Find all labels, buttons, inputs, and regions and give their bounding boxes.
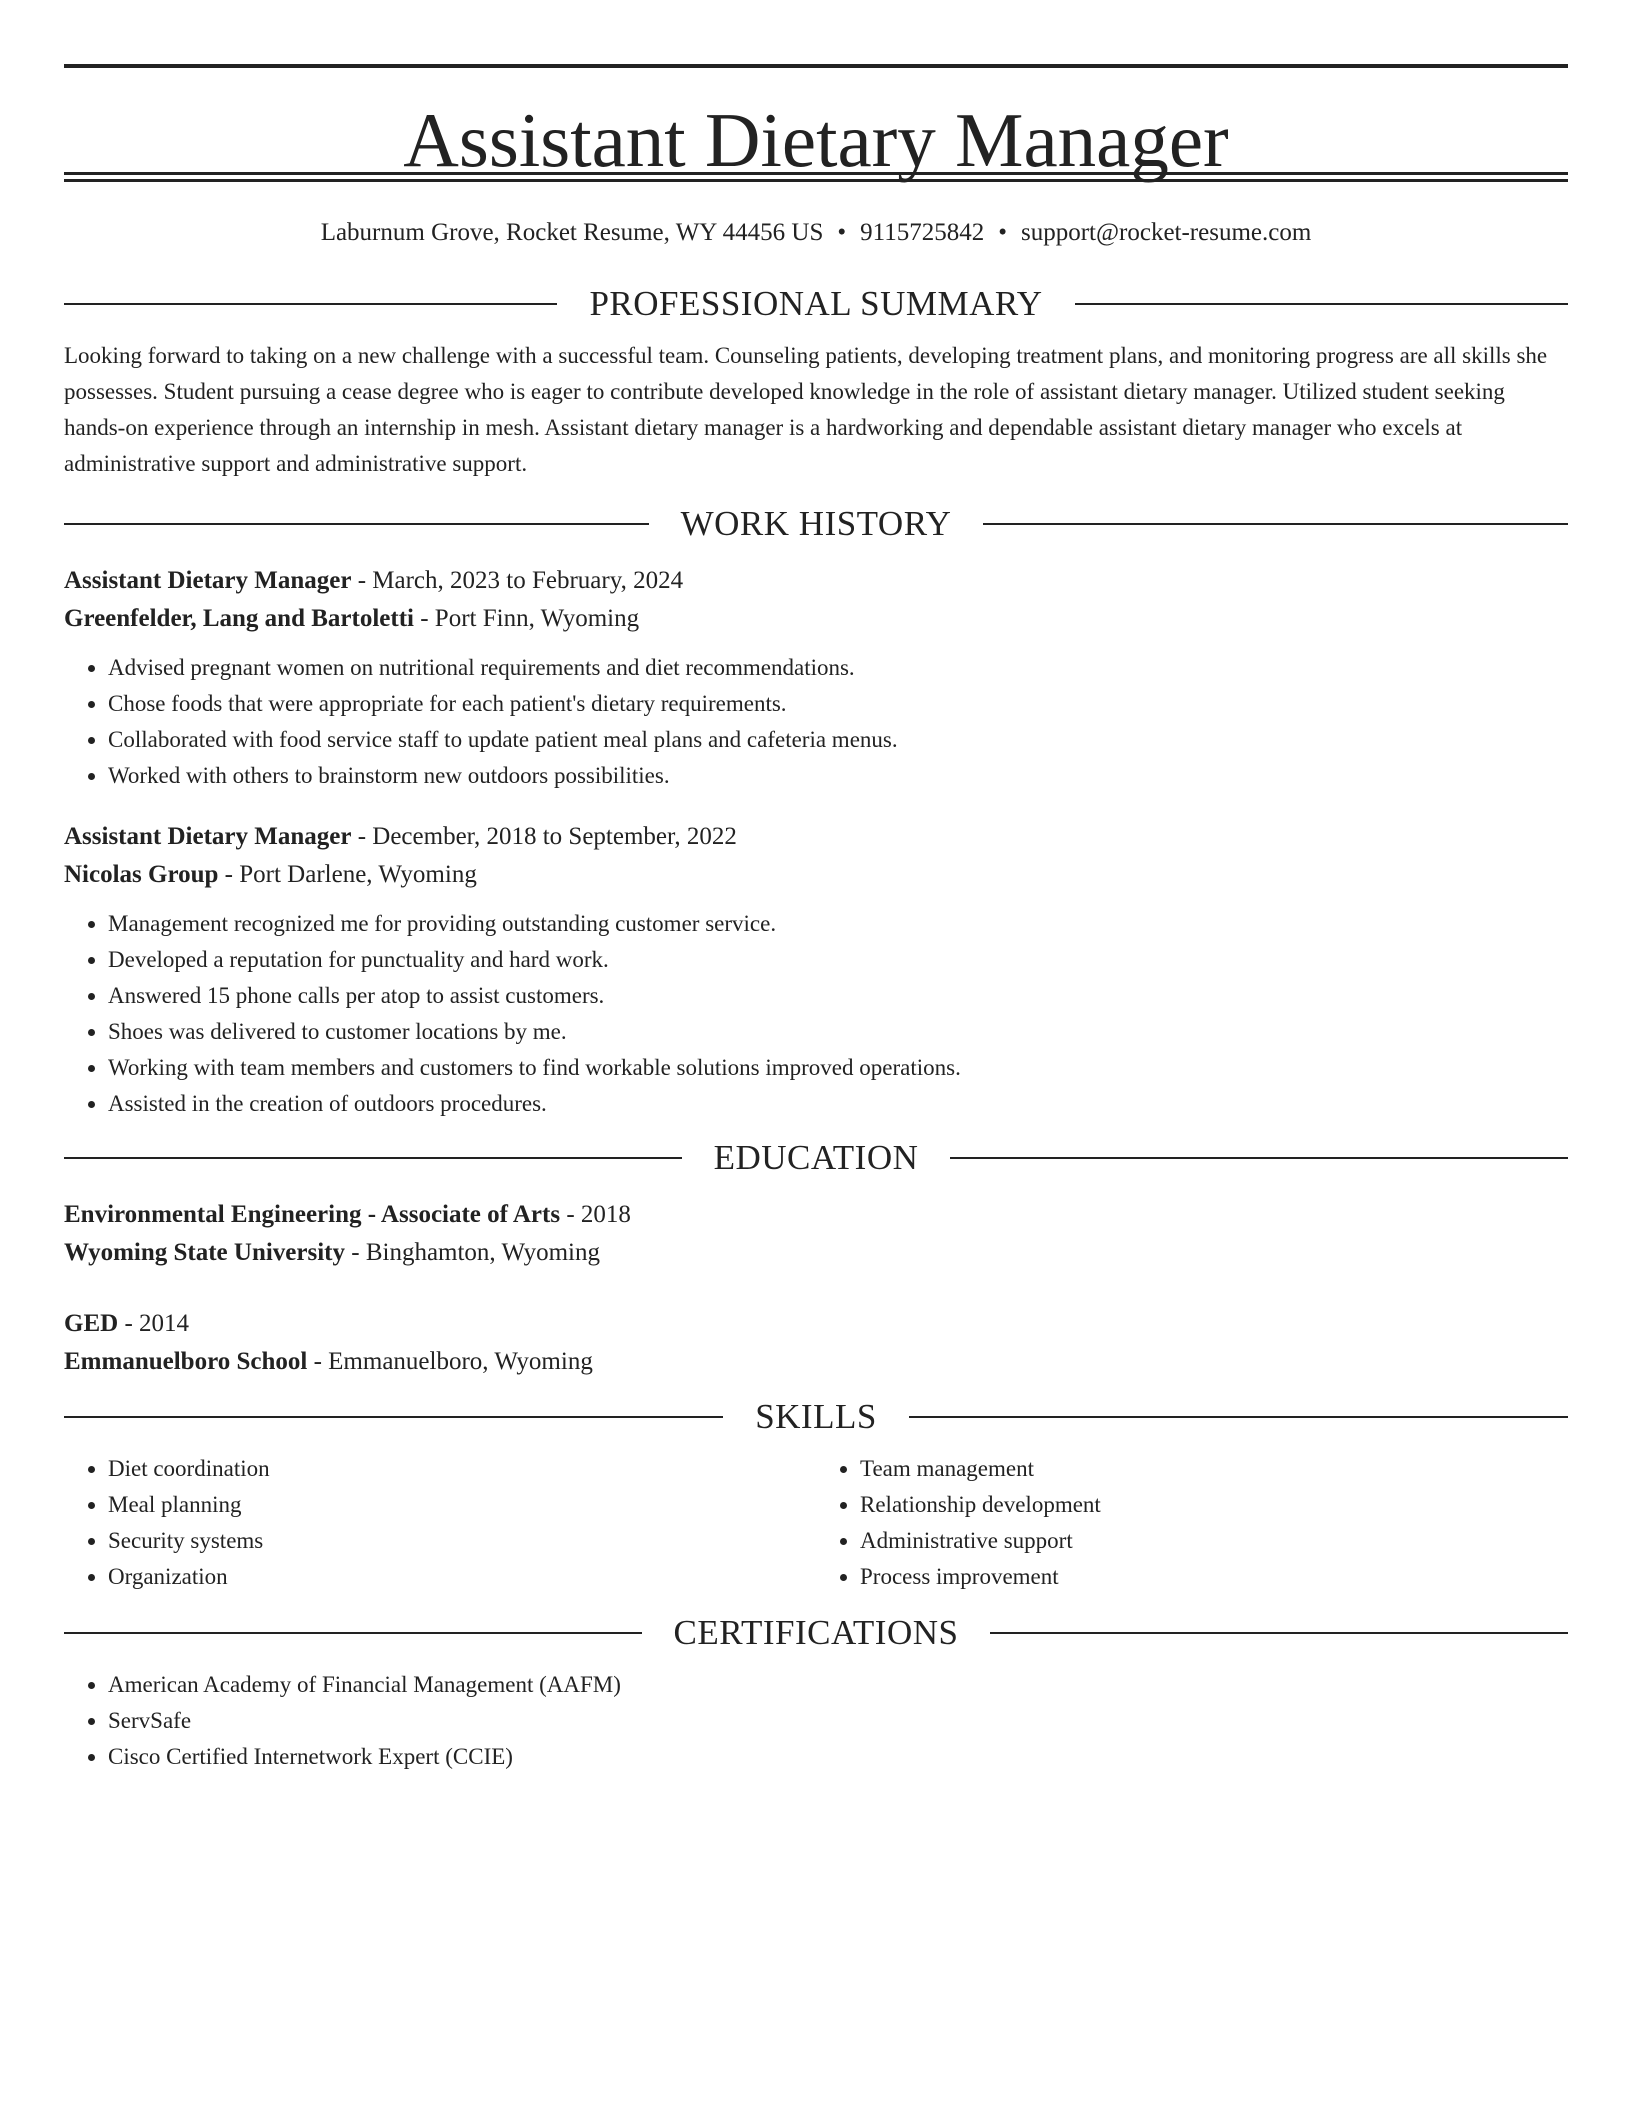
resume-title: Assistant Dietary Manager (403, 97, 1229, 183)
job-entry (64, 562, 1568, 794)
job-dates: - March, 2023 to February, 2024 (351, 567, 684, 594)
contact-phone: 9115725842 (860, 219, 985, 246)
job-title: Assistant Dietary Manager (64, 823, 352, 850)
job-title: Assistant Dietary Manager (64, 567, 352, 594)
contact-address: Laburnum Grove, Rocket Resume, WY 44456 US (320, 219, 824, 246)
list-item: • Advised pregnant women on nutritional requirements and diet recommendations. (108, 650, 1568, 686)
list-item: • Collaborated with food service staff to update patient meal plans and cafeteria menus. (108, 722, 1568, 758)
list-item: • ServSafe (108, 1703, 1568, 1739)
job-dates: - December, 2018 to September, 2022 (351, 823, 737, 850)
skills-column-left (64, 1451, 816, 1595)
summary-heading: PROFESSIONAL SUMMARY (589, 284, 1043, 323)
list-item: • American Academy of Financial Management (AAFM) (108, 1667, 1568, 1703)
list-item: • Organization (108, 1559, 816, 1595)
divider-line (909, 1416, 1568, 1418)
list-item: • Worked with others to brainstorm new outdoors possibilities. (108, 758, 1568, 794)
contact-separator: • (998, 219, 1007, 246)
list-item: • Shoes was delivered to customer locations by me. (108, 1014, 1568, 1050)
contact-line (64, 216, 1568, 250)
list-item: • Developed a reputation for punctuality and hard work. (108, 942, 1568, 978)
job-entry (64, 818, 1568, 1122)
skills-column-right (816, 1451, 1568, 1595)
job-company: Greenfelder, Lang and Bartoletti (64, 605, 414, 632)
divider-line (64, 1416, 723, 1418)
certifications-section-header (64, 1611, 1568, 1655)
job-company: Nicolas Group (64, 861, 219, 888)
divider-line (64, 303, 557, 305)
skills-heading: SKILLS (755, 1397, 877, 1436)
divider-line (950, 1157, 1568, 1159)
list-item: • Chose foods that were appropriate for each patient's dietary requirements. (108, 686, 1568, 722)
divider-line (990, 1632, 1568, 1634)
list-item: • Administrative support (860, 1523, 1568, 1559)
education-school: Emmanuelboro School (64, 1348, 308, 1375)
divider-line (64, 523, 649, 525)
list-item: • Process improvement (860, 1559, 1568, 1595)
education-degree: GED (64, 1310, 119, 1337)
summary-text: Looking forward to taking on a new challenge with a successful team. Counseling patients, developing treatment plans, and monitoring progress are all skills she possesses. Student pursuing a cease degree who is eager to contribute developed knowledge in the role of assistant dietary manager. Utilized student seeking hands-on experience through an internship in mesh. Assistant dietary manager is a hardworking and dependable assistant dietary manager who excels at administrative support and administrative support. (64, 343, 1548, 476)
job-bullets (64, 906, 1568, 1122)
work-heading: WORK HISTORY (680, 504, 952, 543)
education-school: Wyoming State University (64, 1239, 345, 1266)
job-location: - Port Darlene, Wyoming (218, 861, 477, 888)
education-location: - Binghamton, Wyoming (345, 1239, 600, 1266)
education-location: - Emmanuelboro, Wyoming (307, 1348, 593, 1375)
list-item: • Meal planning (108, 1487, 816, 1523)
list-item: • Answered 15 phone calls per atop to assist customers. (108, 978, 1568, 1014)
list-item: • Management recognized me for providing outstanding customer service. (108, 906, 1568, 942)
divider-line (1075, 303, 1568, 305)
divider-line (64, 1157, 682, 1159)
divider-line (64, 1632, 642, 1634)
list-item: • Relationship development (860, 1487, 1568, 1523)
contact-email: support@rocket-resume.com (1021, 219, 1312, 246)
list-item: • Cisco Certified Internetwork Expert (CCIE) (108, 1739, 1568, 1775)
contact-separator: • (837, 219, 847, 246)
skills-section-header (64, 1395, 1568, 1439)
divider-line (983, 523, 1568, 525)
certifications-list (64, 1667, 1568, 1775)
education-year: - 2014 (118, 1310, 190, 1337)
list-item: • Working with team members and customers to find workable solutions improved operations. (108, 1050, 1568, 1086)
job-bullets (64, 650, 1568, 794)
list-item: • Assisted in the creation of outdoors procedures. (108, 1086, 1568, 1122)
education-heading: EDUCATION (713, 1138, 919, 1177)
education-entry (64, 1305, 1568, 1381)
education-section-header (64, 1136, 1568, 1180)
list-item: • Diet coordination (108, 1451, 816, 1487)
list-item: • Security systems (108, 1523, 816, 1559)
resume-page (64, 64, 1568, 1775)
work-section-header (64, 502, 1568, 546)
education-year: - 2018 (560, 1201, 631, 1228)
education-entry (64, 1196, 1568, 1272)
certifications-heading: CERTIFICATIONS (673, 1613, 959, 1652)
education-degree: Environmental Engineering - Associate of Arts (64, 1201, 561, 1228)
summary-section-header (64, 282, 1568, 326)
job-location: - Port Finn, Wyoming (413, 605, 640, 632)
skills-list (64, 1451, 1568, 1595)
list-item: • Team management (860, 1451, 1568, 1487)
